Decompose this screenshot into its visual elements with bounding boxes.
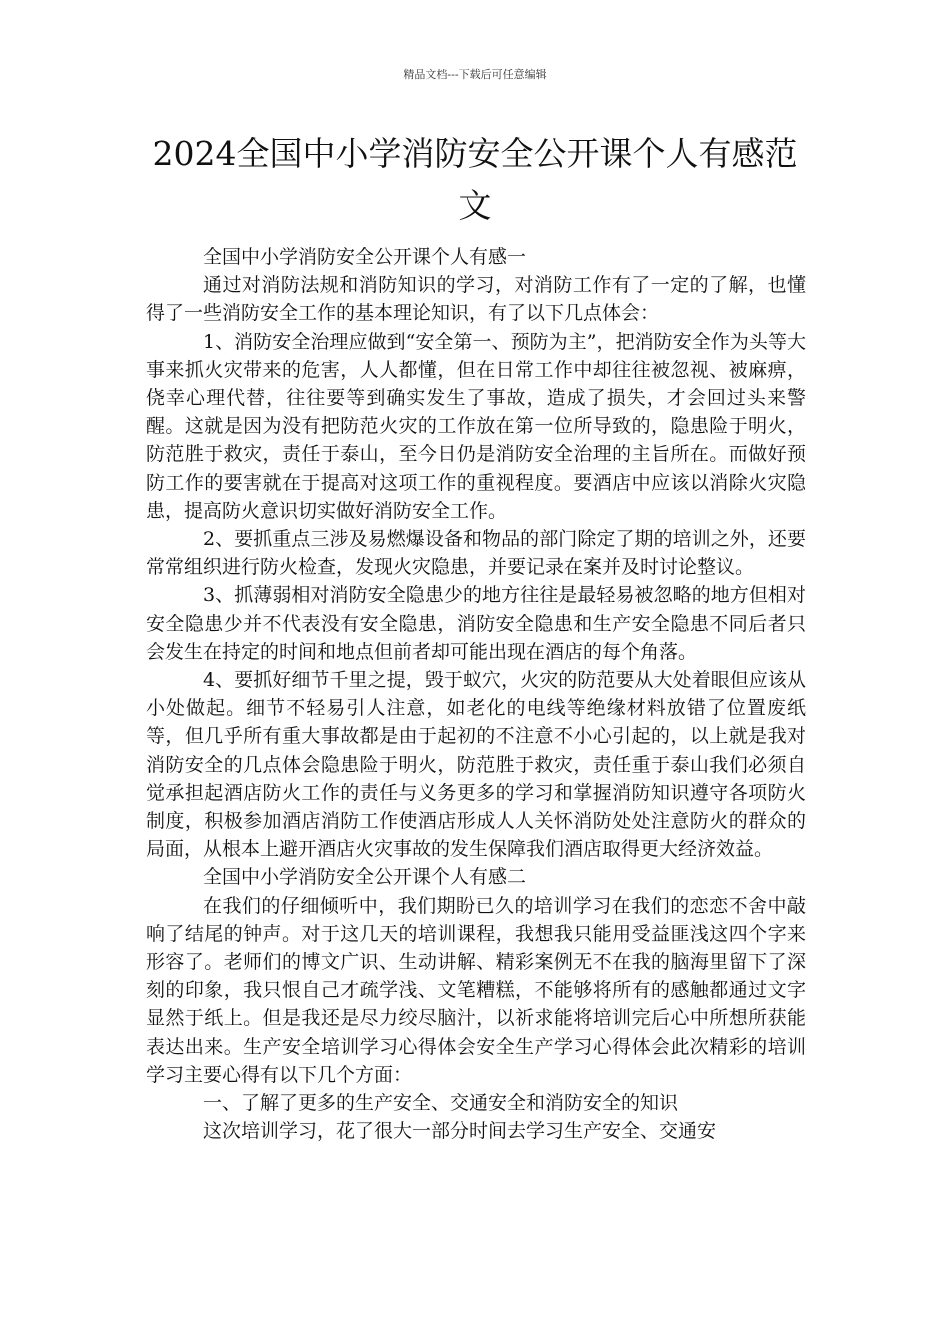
section-heading-1: 全国中小学消防安全公开课个人有感一 — [203, 246, 527, 268]
section-heading-2: 全国中小学消防安全公开课个人有感二 — [203, 866, 527, 889]
document-title: 2024全国中小学消防安全公开课个人有感范文 — [152, 134, 798, 225]
paragraph: 这次培训学习，花了很大一部分时间去学习生产安全、交通安 — [203, 1120, 717, 1143]
paragraph: 2、要抓重点三涉及易燃爆设备和物品的部门除定了期的培训之外，还要常常组织进行防火检查，发现火灾隐患，并要记录在案并及时讨论整议。 — [146, 528, 806, 579]
paragraph: 在我们的仔细倾听中，我们期盼已久的培训学习在我们的恋恋不舍中敲响了结尾的钟声。对于这几天的培训课程，我想我只能用受益匪浅这四个字来形容了。老师们的博文广识、生动讲解、精彩案例无不在我的脑海里留下了深刻的印象，我只恨自己才疏学浅、文笔糟糕，不能够将所有的感触都通过文字显然于纸上。但是我还是尽力绞尽脑汁，以祈求能将培训完后心中所想所获能表达出来。生产安全培训学习心得体会安全生产学习心得体会此次精彩的培训学习主要心得有以下几个方面： — [146, 894, 806, 1086]
paragraph: 3、抓薄弱相对消防安全隐患少的地方往往是最轻易被忽略的地方但相对安全隐患少并不代表没有安全隐患，消防安全隐患和生产安全隐患不同后者只会发生在持定的时间和地点但前者却可能出现在酒店的每个角落。 — [146, 584, 806, 663]
subheading: 一、了解了更多的生产安全、交通安全和消防安全的知识 — [203, 1092, 679, 1115]
paragraph: 4、要抓好细节千里之提，毁于蚁穴，火灾的防范要从大处着眼但应该从小处做起。细节不轻易引人注意，如老化的电线等绝缘材料放错了位置废纸等，但几乎所有重大事故都是由于起初的不注意不小心引起的，以上就是我对消防安全的几点体会隐患险于明火，防范胜于救灾，责任重于泰山我们必须自觉承担起酒店防火工作的责任与义务更多的学习和掌握消防知识遵守各项防火制度，积极参加酒店消防工作使酒店形成人人关怀消防处处注意防火的群众的局面，从根本上避开酒店火灾事故的发生保障我们酒店取得更大经济效益。 — [146, 669, 806, 861]
document-body — [146, 243, 806, 1146]
paragraph: 1、消防安全治理应做到“安全第一、预防为主”，把消防安全作为头等大事来抓火灾带来的危害，人人都懂，但在日常工作中却往往被忽视、被麻痹，侥幸心理代替，往往要等到确实发生了事故，造成了损失，才会回过头来警醒。这就是因为没有把防范火灾的工作放在第一位所导致的，隐患险于明火，防范胜于救灾，责任于泰山，至今日仍是消防安全治理的主旨所在。而做好预防工作的要害就在于提高对这项工作的重视程度。要酒店中应该以消除火灾隐患，提高防火意识切实做好消防安全工作。 — [146, 330, 806, 522]
paragraph: 通过对消防法规和消防知识的学习，对消防工作有了一定的了解，也懂得了一些消防安全工作的基本理论知识，有了以下几点体会： — [146, 274, 806, 325]
page-header-note: 精品文档---下载后可任意编辑 — [403, 68, 547, 81]
